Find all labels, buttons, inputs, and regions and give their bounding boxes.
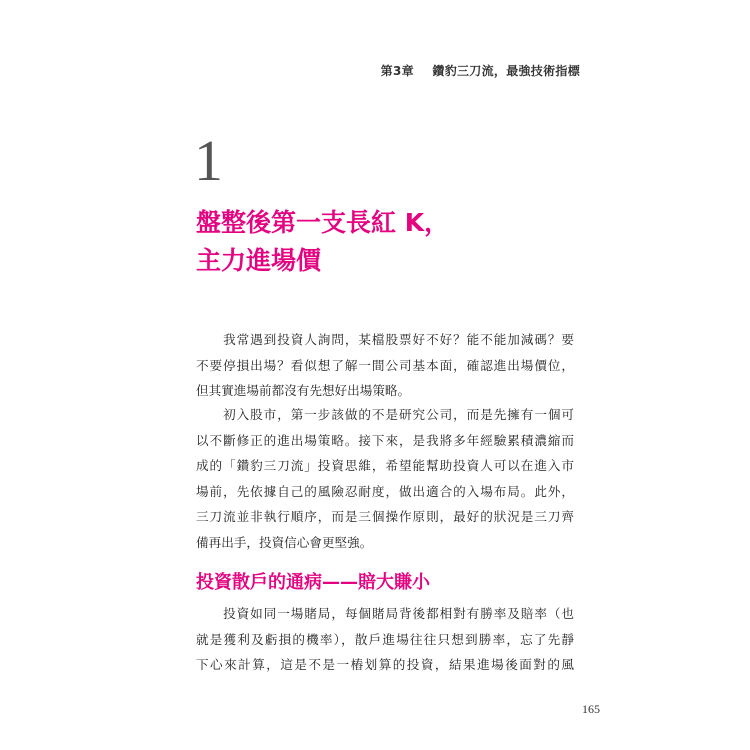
page-number: 165 xyxy=(582,702,600,716)
paragraph xyxy=(196,402,574,555)
subheading: 投資散戶的通病——賠大賺小 xyxy=(196,572,430,593)
paragraph-line: 三刀流並非執行順序，而是三個操作原則，最好的狀況是三刀齊 xyxy=(196,509,574,524)
paragraph-line: 不要停損出場？看似想了解一間公司基本面，確認進出場價位， xyxy=(196,357,574,373)
paragraph-line: 下心來計算，這是不是一樁划算的投資，結果進場後面對的風 xyxy=(196,657,574,672)
paragraph xyxy=(196,327,574,404)
chapter-title: 鑽豹三刀流，最強技術指標 xyxy=(432,64,580,78)
section-title xyxy=(196,204,576,280)
paragraph-line: 備再出手，投資信心會更堅強。 xyxy=(196,534,373,550)
paragraph-line: 成的「鑽豹三刀流」投資思維，希望能幫助投資人可以在進入市 xyxy=(196,458,574,473)
section-number: 1 xyxy=(194,128,223,193)
paragraph-line: 就是獲利及虧損的機率），散戶進場往往只想到勝率，忘了先靜 xyxy=(196,631,574,647)
paragraph-line: 初入股市，第一步該做的不是研究公司，而是先擁有一個可 xyxy=(196,407,574,422)
paragraph xyxy=(196,601,574,678)
section-title-line: 盤整後第一支長紅 K， xyxy=(196,208,450,237)
running-header xyxy=(381,62,580,79)
paragraph-line: 但其實進場前都沒有先想好出場策略。 xyxy=(196,383,411,398)
chapter-label: 第3章 xyxy=(380,64,414,78)
paragraph-line: 我常遇到投資人詢問，某檔股票好不好？能不能加減碼？要 xyxy=(196,332,574,347)
paragraph-line: 投資如同一場賭局，每個賭局背後都相對有勝率及賠率（也 xyxy=(196,606,574,621)
paragraph-line: 以不斷修正的進出場策略。接下來，是我將多年經驗累積濃縮而 xyxy=(196,432,574,448)
paragraph-line: 場前，先依據自己的風險忍耐度，做出適合的入場布局。此外， xyxy=(196,483,574,499)
section-title-line: 主力進場價 xyxy=(196,246,322,275)
